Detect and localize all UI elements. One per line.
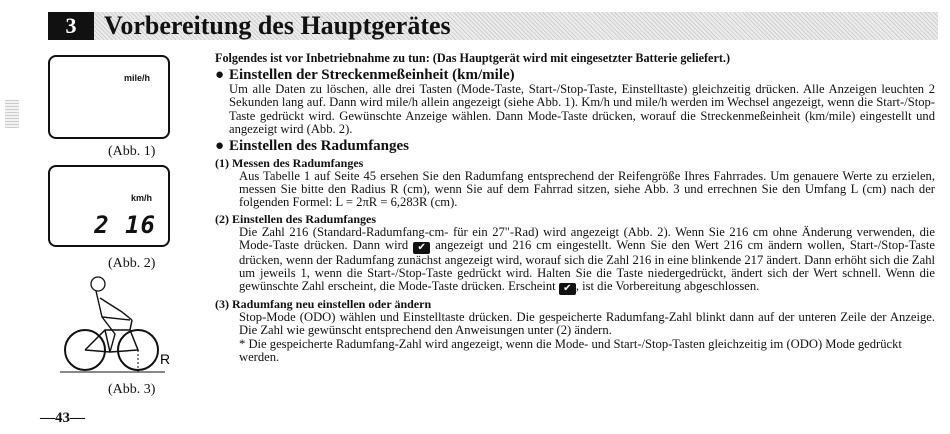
radius-label: R [160, 351, 171, 367]
chapter-number: 3 [48, 12, 94, 40]
chapter-title: Vorbereitung des Hauptgerätes [104, 11, 451, 40]
body-text: , ist die Vorbereitung abgeschlossen. [575, 279, 760, 294]
subsection-3-note: * Die gespeicherte Radumfang-Zahl wird angezeigt, wenn die Mode- und Start-/Stop-Tasten gleichzeitig im (ODO) Mode gedrückt werden. [239, 336, 902, 364]
chapter-header [48, 12, 938, 40]
figure-3-caption: (Abb. 3) [108, 382, 156, 397]
page-number: —43— [40, 410, 85, 426]
display-figure-2 [48, 165, 170, 247]
lcd-unit-label: km/h [130, 193, 152, 203]
subsection-3-body: Stop-Modе (ODO) wählen und Einstelltaste drücken. Die gespeicherte Radumfang-Zahl blinkt dann auf der unteren Zeile der Anzeige. Die Zahl wie gewünscht entsprechend den Anweisungen unter (2) ändern. [239, 310, 935, 338]
section-1-body: Um alle Daten zu löschen, alle drei Tasten (Mode-Taste, Start-/Stop-Taste, Einstelltaste) gleichzeitig drücken. Alle Anzeigen leuchten 2 Sekunden lang auf. Dann wird mile/h allein angezeigt (siehe Abb. 1). Km/h und mile/h werden im Wechsel angezeigt, wenn die Start-/Stop-Taste gedrückt wird. Gewünschte Anzeige wählen. Dann Mode-Taste drücken, worauf die Streckenmeßeinheit (km/mile) eingestellt und angezeigt wird (Abb. 2). [229, 82, 935, 136]
check-key-icon: ✔ [413, 242, 430, 254]
section-2-title: Einstellen des Radumfanges [229, 138, 410, 155]
lcd-unit-label: mile/h [123, 73, 150, 83]
subsection-3-title: (3) Radumfang neu einstellen oder ändern [215, 297, 432, 312]
intro-text: Folgendes ist vor Inbetriebnahme zu tun: (Das Hauptgerät wird mit eingesetzter Batterie geliefert.) [215, 51, 731, 65]
subsection-1-body: Aus Tabelle 1 auf Seite 45 ersehen Sie den Radumfang entsprechend der Reifengröße Ihres Fahrrades. Um genauere Werte zu erzielen, messen Sie bitte den Radius R (cm), wenn Sie auf dem Fahrrad sitzen, siehe Abb. 3 und errechnen Sie den Umfang L (cm) nach der folgenden Formel: L = 2πR = 6,283R (cm). [239, 169, 935, 210]
instructions-content [215, 52, 935, 364]
subsection-2-body [215, 226, 935, 296]
side-scan-mark [5, 100, 19, 128]
body-text: Die Zahl 216 (Standard-Radumfang-cm- für ein 27"-Rad) wird angezeigt (Abb. 2). Wenn Sie 216 cm ohne Änderung verwenden, die Mode-Taste drücken. Dann wird [239, 224, 935, 252]
figure-2-caption: (Abb. 2) [108, 256, 156, 271]
subsection-2-title: (2) Einstellen des Radumfanges [215, 211, 377, 226]
section-heading [215, 67, 935, 83]
display-figure-1 [48, 55, 170, 139]
subsection-1-title: (1) Messen des Radumfanges [215, 156, 364, 171]
section-heading [215, 138, 935, 154]
section-1-title: Einstellen der Streckenmeßeinheit (km/mile) [229, 67, 515, 84]
bullet-icon: ● [215, 138, 225, 155]
figure-1-caption: (Abb. 1) [108, 144, 156, 159]
cyclist-illustration [60, 272, 180, 382]
body-text: angezeigt und 216 cm eingestellt. Wenn Sie den Wert 216 cm ändern wollen, Start-/Stop-Taste drücken, wenn der Radumfang zunächst angezeigt wird, worauf sich die Zahl 216 in eine blinkende 217 ändert. Dann erhöht sich die Zahl um jeweils 1, wenn die Start-/Stop-Taste gedrückt wird. Halten Sie die Taste niedergedrückt, ändert sich der Wert schnell. Wenn die gewünschte Zahl erscheint, die Mode-Taste drücken. Erscheint [239, 237, 935, 294]
check-key-icon: ✔ [559, 283, 576, 295]
lcd-value: 2 16 [94, 211, 156, 239]
bullet-icon: ● [215, 67, 225, 84]
